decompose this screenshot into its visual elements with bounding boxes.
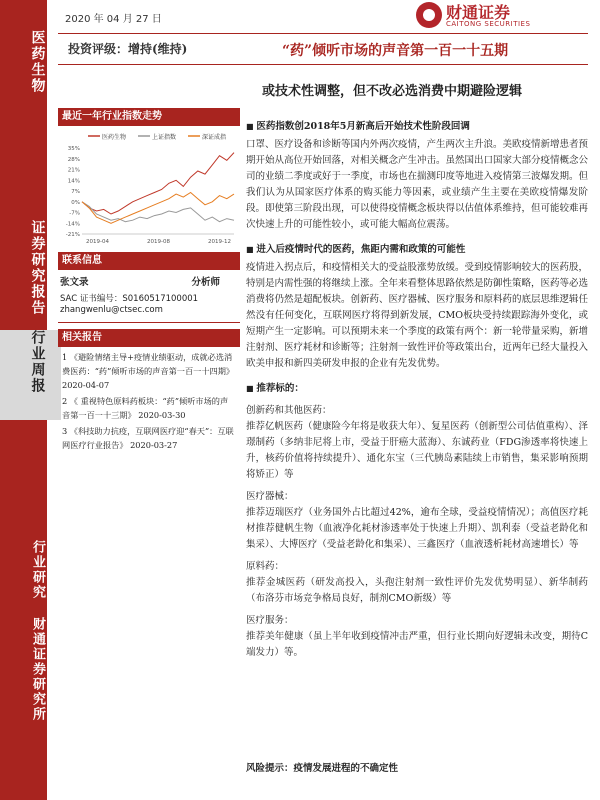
sac-number: SAC 证书编号：S0160517100001 (60, 294, 199, 304)
report-title: “药”倾听市场的声音第一百一十五期 (282, 43, 509, 59)
related-report-item[interactable]: 2 《 重视特色原料药板块：“药”倾听市场的声音第一百一十三期》 2020-03-30 (62, 396, 229, 420)
y-tick-label: 0% (71, 199, 80, 206)
section-3-title: ■ 推荐标的： (246, 380, 588, 397)
y-tick-label: -21% (65, 232, 80, 238)
logo-icon (416, 2, 442, 28)
related-reports (58, 347, 240, 452)
group-1-text: 推荐亿帆医药（健康险今年将是收获大年）、复星医药（创新型公司估值重构）、泽璟制药（多纳非尼将上市，受益于肝癌大蓝海）、东诚药业（FDG渗透率将快速上升，核药价值将持续提升）、通化东宝（三代胰岛素陆续上市销售，集采影响预期将矫正）等 (246, 421, 589, 480)
logo-text-cn: 财通证券 (446, 3, 511, 22)
report-date: 2020 年 04 月 27 日 (65, 14, 162, 25)
analyst-email[interactable]: zhangwenlu@ctsec.com (60, 305, 163, 315)
investment-rating: 投资评级：增持(维持) (68, 42, 188, 56)
analyst-role: 分析师 (191, 277, 220, 288)
header-divider (58, 33, 588, 34)
related-report-item[interactable]: 1 《避险情绪主导+疫情业绩驱动，成就必选消费医药：“药”倾听市场的声音第一百一十四期》 2020-04-07 (62, 352, 235, 390)
company-logo (416, 0, 596, 32)
x-tick-label: 2019-04 (86, 239, 109, 245)
x-tick-label: 2019-08 (147, 239, 170, 245)
group-2-text: 推荐迈瑞医疗（业务国外占比超过42%，逾布全球，受益疫情情况）；高值医疗耗材推荐健帆生物（血液净化耗材渗透率处于快速上升期）、凯利泰（受益老龄化和集采）、大博医疗（受益老龄化和集采）、三鑫医疗（血液透析耗材高速增长）等 (246, 507, 588, 550)
contact-heading: 联系信息 (58, 252, 240, 270)
section-2-text: 疫情进入拐点后，和疫情相关大的受益股涨势放缓。受到疫情影响较大的医药股，特别是内需性强的将继续上涨。全年来看整体思路依然是防御性策略，医药等必选消费将仍然是超配板块。创新药、医疗器械、医疗服务和原料药的底层思维逻辑任然没有任何变化，互联网医疗将得到新发展，CMO板块受持续跟踪海外变化，或短期产生一定影响。可以预期未来一个季度的政策有两个：新一轮带量采购，新增注射剂、医疗耗材和诊断等；注射剂一致性评价等政策出台，近两年已经大量投入欧美申报和新四美研发申报的企业有先发优势。 (246, 262, 589, 369)
legend-label: 深证成指 (202, 134, 227, 141)
index-chart-svg (58, 126, 240, 246)
y-tick-label: -14% (65, 221, 80, 228)
group-3-text: 推荐金城医药（研发高投入，头孢注射剂一致性评价先发优势明显）、新华制药（布洛芬市场竞争格局良好，制剂CMO新级）等 (246, 577, 588, 604)
section-1-title: ■ 医药指数创2018年5月新高后开始技术性阶段回调 (246, 118, 588, 135)
contact-block (58, 270, 240, 323)
y-tick-label: -7% (69, 210, 80, 217)
y-tick-label: 28% (67, 156, 80, 163)
y-tick-label: 21% (67, 167, 80, 174)
main-body (246, 118, 588, 661)
logo-text-en: CAITONG SECURITIES (446, 20, 531, 28)
y-tick-label: 7% (71, 189, 80, 195)
group-1-heading: 创新药和其他医药： (246, 405, 332, 416)
title-divider (58, 64, 588, 65)
sidebar-institute: 行业研究 财通证券研究所 (30, 540, 45, 722)
sidebar-weekly: 行业周报 (0, 330, 61, 420)
left-panel (58, 108, 240, 452)
report-subtitle: 或技术性调整，但不改必选消费中期避险逻辑 (262, 84, 523, 99)
legend-label: 上证指数 (152, 134, 177, 141)
section-2-title: ■ 进入后疫情时代的医药，焦距内需和政策的可能性 (246, 241, 588, 258)
series-line-3 (82, 193, 234, 224)
group-4-text: 推荐美年健康（虽上半年收到疫情冲击严重，但行业长期向好逻辑未改变，期待C端发力）等。 (246, 631, 588, 658)
group-2-heading: 医疗器械： (246, 491, 294, 502)
y-tick-label: 35% (67, 146, 80, 152)
group-3-heading: 原料药： (246, 561, 285, 572)
sidebar-report-type: 证券研究报告 (29, 220, 46, 316)
index-chart (58, 126, 240, 246)
x-tick-label: 2019-12 (208, 239, 231, 245)
chart-heading: 最近一年行业指数走势 (58, 108, 240, 126)
section-1-text: 口罩、医疗设备和诊断等国内外两次疫情，产生两次主升浪。美欧疫情新增患者预期开始从高位开始回落，对相关概念产生冲击。虽然国出口国家大部分疫情概念公司的业绩二季度或好于一季度，市场也在揣测印度等地进入疫情第三波爆发期。但我们认为从国家医疗体系的购买能力等因素，或业绩产生主要在美欧疫情爆发阶段。即使第三阶段出现，可以使得疫情概念板块得以估值体系维持，但可能较难再次快速上升的可能性较小，或可能大幅高位震荡。 (246, 139, 589, 230)
related-report-item[interactable]: 3 《科技助力抗疫，互联网医疗迎“春天”：互联网医疗行业报告》 2020-03-27 (62, 426, 234, 450)
legend-label: 医药生物 (102, 134, 127, 141)
series-line-1 (82, 153, 234, 214)
series-line-2 (82, 202, 234, 222)
sidebar (0, 0, 47, 800)
y-tick-label: 14% (67, 178, 80, 185)
risk-warning: 风险提示：疫情发展进程的不确定性 (246, 763, 399, 774)
analyst-name: 张文录 (60, 277, 89, 288)
sidebar-industry: 医药生物 (29, 30, 46, 94)
related-heading: 相关报告 (58, 329, 240, 347)
group-4-heading: 医疗服务： (246, 615, 294, 626)
